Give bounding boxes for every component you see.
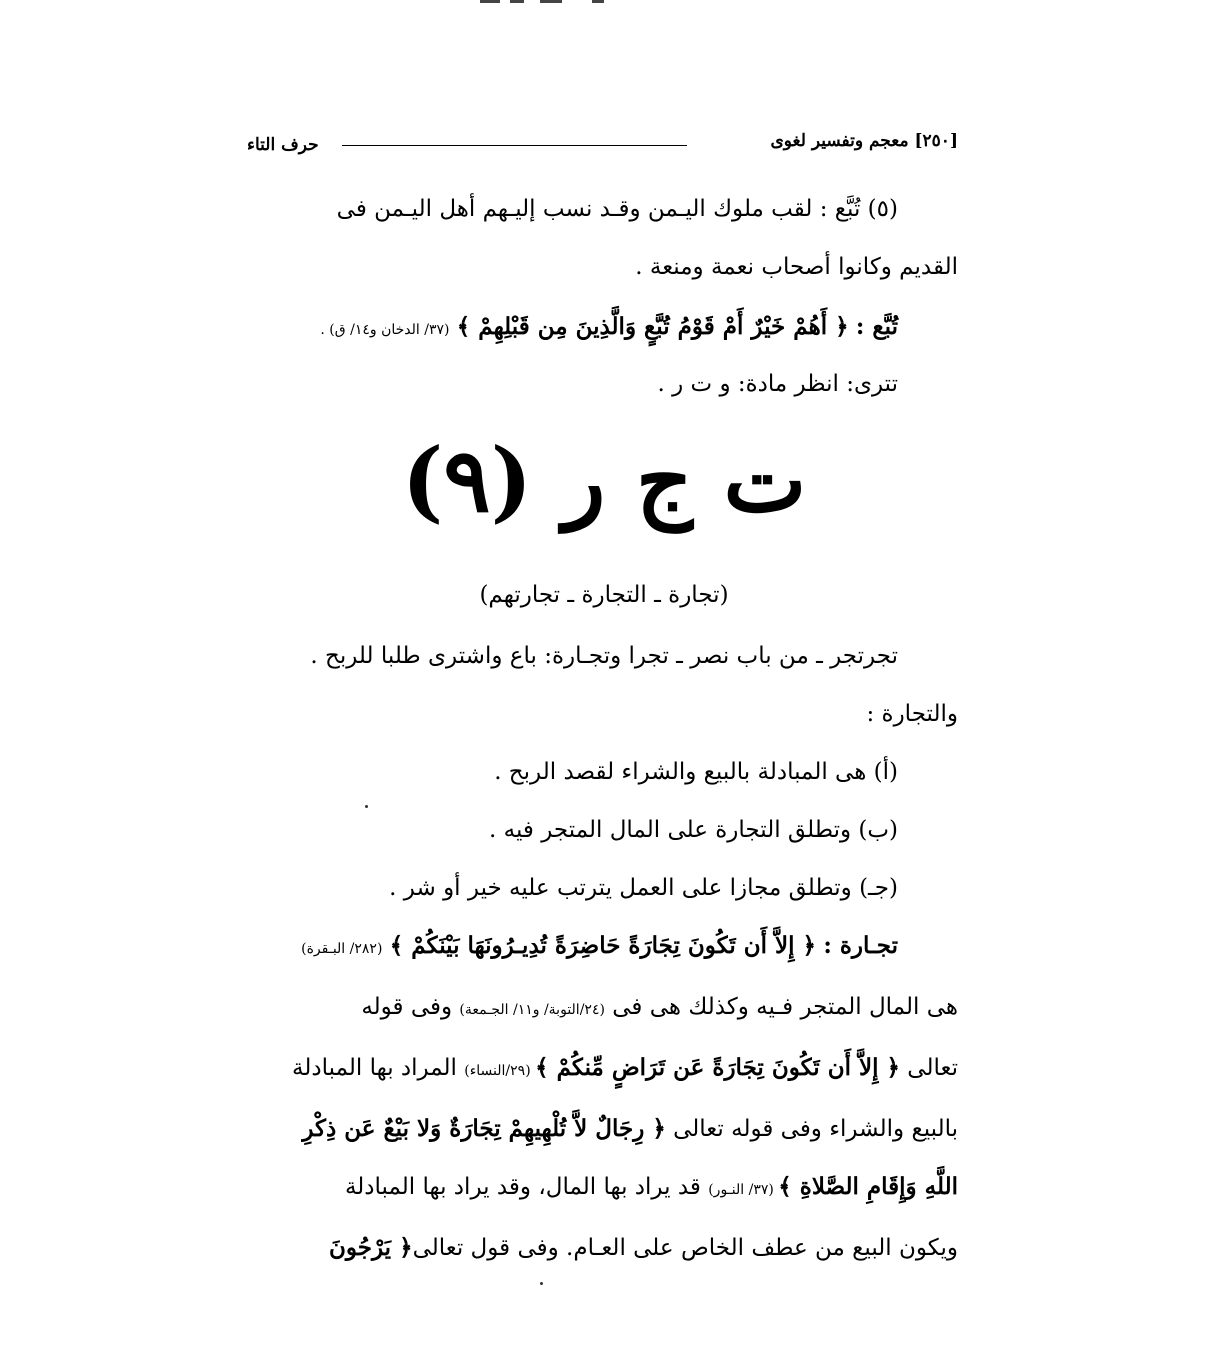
page-header-section: حرف التاء xyxy=(247,135,319,155)
text-span: المراد بها المبادلة xyxy=(292,1055,465,1081)
definition-item-b: (ب) وتطلق التجارة على المال المتجر فيه . xyxy=(489,817,898,843)
quran-quote: ﴿ إِلاَّ أَن تَكُونَ تِجَارَةً حَاضِرَةً تُدِيـرُونَهَا بَيْنَكُمْ ﴾ xyxy=(389,932,817,959)
header-rule xyxy=(342,145,687,146)
quran-quote: اللَّهِ وَإِقَامِ الصَّلاةِ ﴾ xyxy=(778,1173,958,1200)
quote-reference: (٢٤/التوبة/ و١١/ الجـمعة) xyxy=(459,1002,605,1018)
quote-reference: (٣٧/ الدخان و١٤/ ق) . xyxy=(320,322,450,338)
quote-label: تُبَّع : xyxy=(855,313,898,340)
text-span: وفى قوله xyxy=(361,994,460,1020)
tijara-label: تجـارة : xyxy=(823,932,898,959)
entry-tubba-line1: (٥) تُبَّع : لقب ملوك اليـمن وقـد نسب إليـهم أهل اليـمن فى xyxy=(336,196,898,222)
quote-reference: (٢٨٢/ البـقرة) xyxy=(301,941,383,957)
text-span: ويكون البيع من عطف الخاص على العـام. وفى قول تعالى xyxy=(412,1235,958,1261)
entry-tubba-quote xyxy=(240,300,958,411)
definition-line1: تجرتجر ـ من باب نصر ـ تجرا وتجـارة: باع واشترى طلبا للربح . xyxy=(310,643,898,669)
quran-quote: ﴿ أَهُمْ خَيْرٌ أَمْ قَوْمُ تُبَّعٍ وَالَّذِينَ مِن قَبْلِهِمْ ﴾ xyxy=(456,313,849,340)
scan-artifact xyxy=(480,0,630,4)
see-also: تترى: انظر مادة: و ت ر . xyxy=(657,371,898,397)
derivatives-list: (تجارة ـ التجارة ـ تجارتهم) xyxy=(479,582,729,608)
text-span: قد يراد بها المال، وقد يراد بها المبادلة xyxy=(344,1174,709,1200)
scan-speck xyxy=(365,805,368,808)
page-header-title: [٢٥٠] معجم وتفسير لغوى xyxy=(770,131,958,151)
definition-item-c: (جـ) وتطلق مجازا على العمل يترتب عليه خير أو شر . xyxy=(389,875,898,901)
text-span: بالبيع والشراء وفى قوله تعالى xyxy=(665,1116,958,1142)
quote-reference: (٢٩/النساء) xyxy=(464,1063,536,1079)
text-span: هى المال المتجر فـيه وكذلك هى فى xyxy=(604,994,958,1020)
definition-item-a: (أ) هى المبادلة بالبيع والشراء لقصد الربح . xyxy=(494,759,898,785)
definition-block xyxy=(240,627,958,917)
quran-quote: ﴿ رِجَالٌ لاَّ تُلْهِيهِمْ تِجَارَةٌ وَلا بَيْعٌ عَن ذِكْرِ xyxy=(302,1115,666,1142)
quran-quote: ﴿ إِلاَّ أَن تَكُونَ تِجَارَةً عَن تَرَاضٍ مِّنكُمْ ﴾ xyxy=(535,1054,900,1081)
quran-quote: ﴿ يَرْجُونَ xyxy=(328,1234,413,1261)
quote-reference: (٣٧/ النـور) xyxy=(708,1182,779,1198)
root-heading: ت ج ر (٩) xyxy=(401,428,807,532)
entry-tubba xyxy=(240,180,958,296)
scan-speck xyxy=(540,1282,543,1285)
entry-tubba-line2: القديم وكانوا أصحاب نعمة ومنعة . xyxy=(635,254,958,280)
text-span: تعالى xyxy=(900,1055,958,1081)
tijara-block xyxy=(240,917,958,1277)
definition-line2: والتجارة : xyxy=(866,701,958,727)
